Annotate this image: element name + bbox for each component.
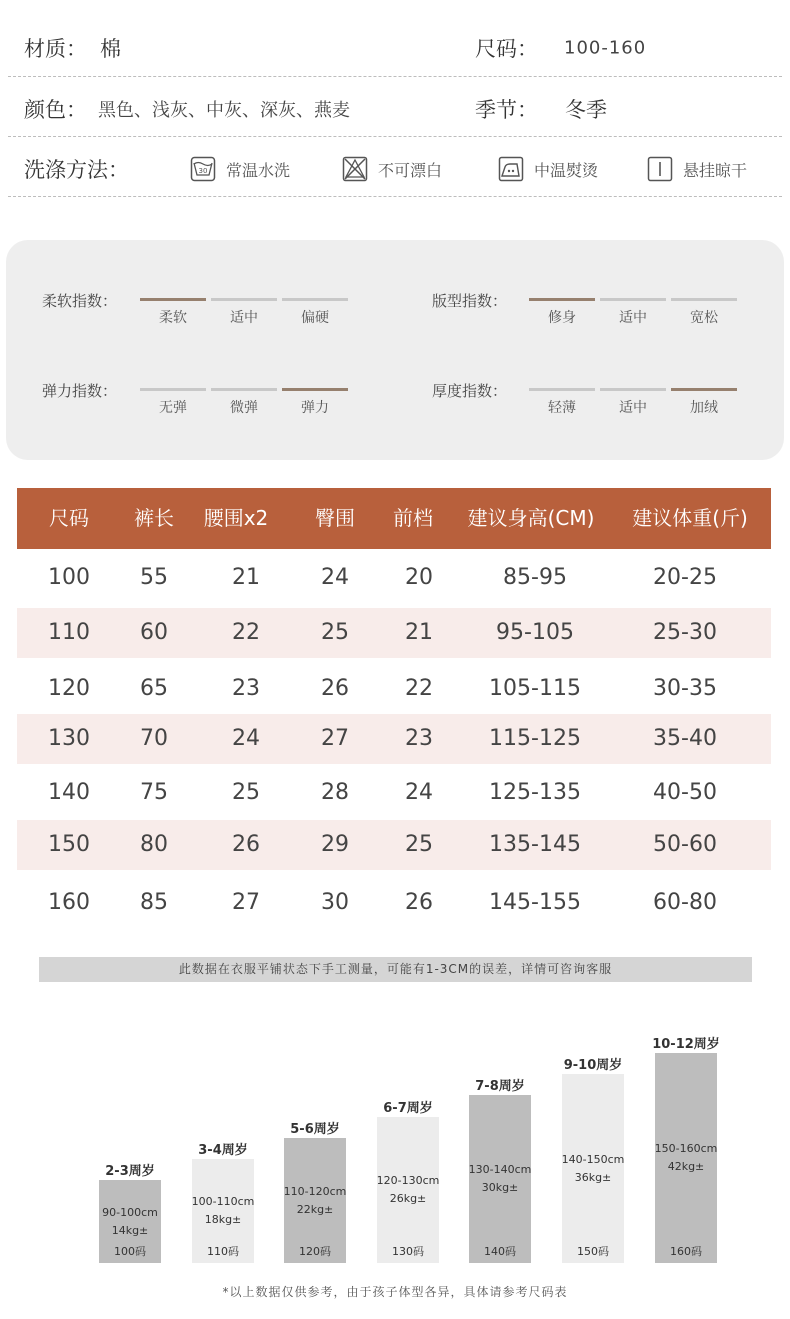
size-code-label: 160码 [670,1245,702,1258]
table-cell: 110 [48,620,90,645]
weight-label: 30kg± [481,1181,519,1194]
table-cell: 26 [232,832,260,857]
softness-option [140,298,206,327]
weight-label: 18kg± [204,1213,242,1226]
weight-label: 26kg± [389,1192,427,1205]
index-bar [282,298,348,301]
index-bar [671,388,737,391]
elasticity-option [140,388,206,417]
height-label: 120-130cm [376,1174,440,1187]
table-cell: 24 [405,780,433,805]
size-table-header [17,488,771,549]
table-row [17,663,771,715]
wash-item-no-bleach [342,155,442,183]
header-cell: 臀围 [315,506,355,530]
fit-label: 版型指数： [432,292,508,310]
material-label: 材质： [24,37,87,61]
table-cell: 150 [48,832,90,857]
table-cell: 28 [321,780,349,805]
color-label: 颜色： [24,98,87,122]
weight-label: 22kg± [296,1202,334,1216]
index-bar [140,388,206,391]
index-bar [140,298,206,301]
softness-option [282,298,348,327]
age-label: 2-3周岁 [105,1164,155,1179]
age-label: 5-6周岁 [290,1122,340,1137]
index-panel [6,240,784,460]
table-cell: 30-35 [653,676,717,701]
table-row [17,820,771,870]
size-label: 尺码： [475,37,538,61]
table-row [17,553,771,603]
table-cell: 22 [232,620,260,645]
table-row [17,768,771,818]
index-bar [211,388,277,391]
index-bar [529,388,595,391]
index-option-label: 弹力 [301,400,329,416]
index-option-label: 柔软 [159,310,187,326]
thickness-option [529,388,595,417]
height-label: 150-160cm [654,1142,718,1155]
age-label: 9-10周岁 [563,1058,623,1073]
hang-dry-icon [647,156,673,182]
table-cell: 85-95 [503,565,567,590]
table-cell: 70 [140,726,168,751]
size-code-label: 100码 [114,1245,146,1258]
divider [8,196,782,197]
table-cell: 21 [405,620,433,645]
table-cell: 27 [321,726,349,751]
table-cell: 60 [140,620,168,645]
height-label: 140-150cm [561,1152,625,1166]
index-bar [600,388,666,391]
age-bar [469,1095,531,1263]
height-label: 110-120cm [283,1184,347,1198]
index-option-label: 宽松 [690,310,718,326]
table-cell: 30 [321,890,349,915]
wash-item-label: 悬挂晾干 [683,160,748,180]
age-bar [655,1053,717,1263]
table-cell: 29 [321,832,349,857]
table-cell: 140 [48,780,90,805]
table-cell: 160 [48,890,90,915]
index-option-label: 轻薄 [548,400,576,416]
table-cell: 65 [140,676,168,701]
index-option-label: 适中 [230,310,258,326]
wash-item-normal [190,155,290,183]
table-cell: 26 [405,890,433,915]
header-cell: 腰围x2 [203,506,269,530]
fit-option [600,298,666,327]
index-bar [282,388,348,391]
season-label: 季节： [475,98,538,122]
table-cell: 145-155 [489,890,581,915]
color-value: 黑色、浅灰、中灰、深灰、燕麦 [98,100,350,121]
index-option-label: 适中 [619,310,647,326]
info-row-color [0,75,790,137]
wash-item-iron [498,155,598,183]
table-cell: 120 [48,676,90,701]
wash-item-label: 不可漂白 [378,160,443,180]
table-row [17,608,771,658]
height-label: 130-140cm [468,1163,532,1176]
wash-label: 洗涤方法： [24,158,129,182]
table-note: 此数据在衣服平铺状态下手工测量，可能有1-3CM的误差，详情可咨询客服 [39,957,752,982]
table-cell: 25 [321,620,349,645]
index-option-label: 无弹 [159,400,187,416]
table-cell: 95-105 [496,620,574,645]
index-option-label: 偏硬 [301,310,329,326]
table-cell: 26 [321,676,349,701]
svg-text:30: 30 [198,167,208,175]
table-cell: 60-80 [653,890,717,915]
header-cell: 尺码 [49,506,89,530]
age-label: 6-7周岁 [383,1101,433,1116]
header-cell: 建议身高(CM) [467,506,595,530]
table-cell: 130 [48,726,90,751]
table-cell: 25 [405,832,433,857]
table-cell: 50-60 [653,832,717,857]
info-row-material [0,14,790,76]
table-cell: 75 [140,780,168,805]
table-cell: 23 [405,726,433,751]
table-cell: 20 [405,565,433,590]
wash-item-label: 常温水洗 [226,160,291,180]
softness-option [211,298,277,327]
age-bar [562,1074,624,1263]
material-value: 棉 [100,37,121,61]
season-value: 冬季 [565,98,607,122]
size-code-label: 130码 [392,1245,424,1258]
table-cell: 100 [48,565,90,590]
fit-option [529,298,595,327]
index-bar [671,298,737,301]
table-cell: 105-115 [489,676,581,701]
table-cell: 55 [140,565,168,590]
index-option-label: 适中 [619,400,647,416]
index-option-label: 微弹 [230,400,258,416]
header-cell: 建议体重(斤) [632,506,748,530]
table-cell: 25 [232,780,260,805]
chart-footnote: *以上数据仅供参考，由于孩子体型各异，具体请参考尺码表 [222,1285,568,1299]
index-bar [600,298,666,301]
index-bar [529,298,595,301]
size-code-label: 140码 [484,1245,516,1258]
softness-label: 柔软指数： [42,292,118,310]
table-cell: 135-145 [489,832,581,857]
size-code-label: 110码 [207,1245,239,1258]
weight-label: 36kg± [574,1170,612,1184]
age-label: 10-12周岁 [652,1037,720,1052]
table-cell: 24 [232,726,260,751]
height-label: 100-110cm [191,1195,255,1208]
age-label: 7-8周岁 [475,1079,525,1094]
table-cell: 24 [321,565,349,590]
header-cell: 裤长 [134,506,174,530]
age-label: 3-4周岁 [198,1143,248,1158]
table-cell: 85 [140,890,168,915]
thickness-label: 厚度指数： [432,382,508,400]
wash-item-hang [647,155,747,183]
elasticity-option [211,388,277,417]
table-cell: 20-25 [653,565,717,590]
index-bar [211,298,277,301]
table-cell: 25-30 [653,620,717,645]
thickness-option [671,388,737,417]
wash-30-icon [190,156,216,182]
weight-label: 42kg± [667,1160,705,1173]
height-label: 90-100cm [102,1205,158,1219]
table-cell: 40-50 [653,780,717,805]
table-cell: 23 [232,676,260,701]
table-cell: 125-135 [489,780,581,805]
thickness-option [600,388,666,417]
iron-medium-icon [498,156,524,182]
index-option-label: 加绒 [690,400,718,416]
age-bar [377,1117,439,1263]
size-value: 100-160 [564,37,647,59]
weight-label: 14kg± [111,1223,149,1237]
table-cell: 80 [140,832,168,857]
elasticity-option [282,388,348,417]
size-code-label: 150码 [577,1245,609,1258]
table-cell: 21 [232,565,260,590]
elasticity-label: 弹力指数： [42,382,118,400]
index-option-label: 修身 [548,310,576,326]
size-code-label: 120码 [299,1245,331,1258]
wash-item-label: 中温熨烫 [534,160,599,180]
table-cell: 27 [232,890,260,915]
table-cell: 22 [405,676,433,701]
fit-option [671,298,737,327]
header-cell: 前档 [393,506,433,530]
table-row [17,875,771,931]
table-cell: 35-40 [653,726,717,751]
table-row [17,714,771,764]
no-bleach-icon [342,156,368,182]
table-cell: 115-125 [489,726,581,751]
